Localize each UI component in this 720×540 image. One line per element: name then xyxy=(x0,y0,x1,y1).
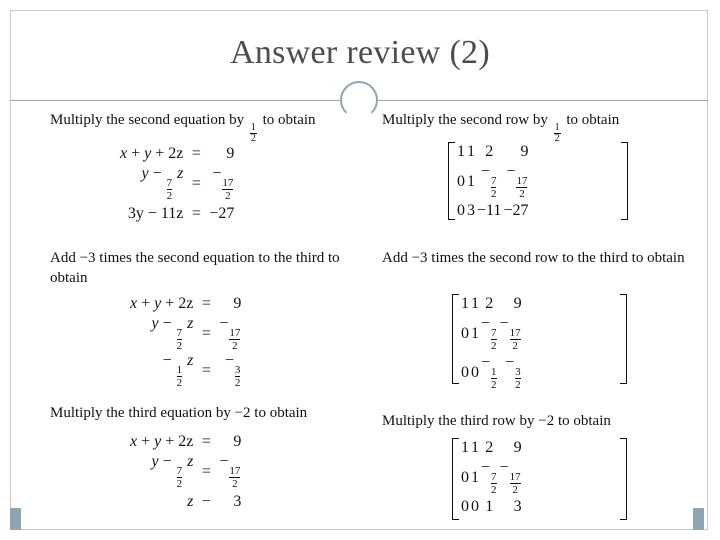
corner-square-right xyxy=(693,508,704,530)
matrix-cell: 1 xyxy=(467,143,475,160)
matrix-cell: − $\frac{1}{2}$ xyxy=(481,354,497,391)
matrix-cell: 3 xyxy=(513,498,522,515)
matrix-cell: 0 xyxy=(461,324,469,342)
title-rule-left xyxy=(10,100,340,101)
matrix-cell: 1 xyxy=(485,498,494,515)
corner-square-left xyxy=(10,508,21,530)
step1-equations xyxy=(118,142,236,225)
equation-eq: = xyxy=(201,294,211,312)
right-bracket xyxy=(620,294,627,384)
step3-equation-caption: Multiply the third equation by −2 to obtain xyxy=(50,405,308,421)
left-bracket xyxy=(452,438,459,520)
equation-eq: = xyxy=(201,462,211,480)
matrix-row xyxy=(456,142,530,162)
equation-rhs: − $\frac{17}{2}$ xyxy=(212,165,234,202)
equation-eq: = xyxy=(191,204,201,222)
matrix-cell: 0 xyxy=(471,363,479,381)
step2-matrix xyxy=(452,294,627,391)
equation-lhs: x + y + 2z xyxy=(130,432,194,450)
equation-lhs: y − $\frac{7}{2}$ z xyxy=(151,453,194,490)
matrix-cell: 1 xyxy=(471,468,479,486)
matrix-row xyxy=(460,353,524,392)
step3-row-caption: Multiply the third row by −2 to obtain xyxy=(382,413,611,429)
matrix-cell: 1 xyxy=(471,324,479,342)
equation-row xyxy=(118,165,236,202)
step1-row-caption xyxy=(382,110,619,144)
slide-title: Answer review (2) xyxy=(229,34,490,71)
matrix-row xyxy=(460,438,524,458)
matrix-cell: −27 xyxy=(503,202,529,219)
equation-row xyxy=(118,202,236,225)
equation-row xyxy=(128,352,243,389)
matrix-row xyxy=(460,294,524,314)
equation-row xyxy=(128,453,243,490)
caption-text: Multiply the second row by xyxy=(382,112,552,128)
equation-eq: = xyxy=(191,144,201,162)
matrix-cell: 0 xyxy=(461,468,469,486)
equation-rhs: −27 xyxy=(209,204,235,222)
equation-eq: = xyxy=(201,432,211,450)
matrix-cell: 9 xyxy=(520,143,529,160)
equation-lhs: 3y − 11z xyxy=(127,204,184,222)
matrix-cell: − $\frac{17}{2}$ xyxy=(499,315,521,352)
equation-lhs: x + y + 2z xyxy=(120,144,184,162)
matrix-cell: 1 xyxy=(471,439,479,456)
matrix-row xyxy=(456,162,530,201)
step3-matrix xyxy=(452,438,627,520)
equation-rhs: − $\frac{3}{2}$ xyxy=(224,352,241,389)
equation-rhs: − $\frac{17}{2}$ xyxy=(219,315,241,352)
fraction-one-half: $\frac{1}{2}$ xyxy=(250,122,256,144)
equation-row xyxy=(128,490,243,513)
matrix-cell: − $\frac{17}{2}$ xyxy=(499,459,521,496)
matrix-cell: 1 xyxy=(461,439,469,456)
equation-rhs: 9 xyxy=(226,144,235,162)
matrix-cell: 2 xyxy=(485,143,494,160)
equation-rhs: − $\frac{17}{2}$ xyxy=(219,453,241,490)
matrix-cell: − $\frac{17}{2}$ xyxy=(506,163,528,200)
matrix-cell: − $\frac{3}{2}$ xyxy=(505,354,521,391)
matrix-cell: − $\frac{7}{2}$ xyxy=(480,163,497,200)
equation-row xyxy=(128,292,243,315)
matrix-cell: 0 xyxy=(471,498,479,515)
equation-eq: = xyxy=(201,361,211,379)
matrix-cell: 9 xyxy=(513,295,522,312)
matrix-cell: 2 xyxy=(485,439,494,456)
matrix-row xyxy=(460,314,524,353)
step1-matrix xyxy=(448,142,628,220)
step2-row-caption: Add −3 times the second row to the third to obtain xyxy=(382,250,685,266)
caption-text: to obtain xyxy=(258,112,316,128)
matrix-cell: − $\frac{7}{2}$ xyxy=(481,315,497,352)
equation-eq: = xyxy=(201,324,211,342)
left-bracket xyxy=(448,142,455,220)
matrix-cell: 3 xyxy=(467,202,475,219)
step1-equation-caption xyxy=(50,110,316,144)
step2-equations xyxy=(128,292,243,389)
equation-rhs: 9 xyxy=(233,294,242,312)
equation-row xyxy=(128,315,243,352)
equation-row xyxy=(128,430,243,453)
step2-equation-caption: Add −3 times the second equation to the third to obtain xyxy=(50,250,340,286)
matrix-cell: 1 xyxy=(471,295,479,312)
matrix-cell: 0 xyxy=(461,498,469,515)
matrix-cell: −11 xyxy=(477,202,502,219)
matrix-cell: 0 xyxy=(457,202,465,219)
equation-lhs: − $\frac{1}{2}$ z xyxy=(162,352,194,389)
matrix-cell: 0 xyxy=(461,363,469,381)
equation-lhs: y − $\frac{7}{2}$ z xyxy=(141,165,184,202)
right-bracket xyxy=(621,142,628,220)
matrix-cell: − $\frac{7}{2}$ xyxy=(481,459,497,496)
title-rule-right xyxy=(378,100,708,101)
matrix-cell: 1 xyxy=(457,143,465,160)
equation-eq: = xyxy=(191,174,201,192)
left-bracket xyxy=(452,294,459,384)
matrix-cell: 9 xyxy=(513,439,522,456)
matrix-cell: 0 xyxy=(457,172,465,190)
caption-text: Multiply the second equation by xyxy=(50,112,248,128)
equation-rhs: 3 xyxy=(233,492,242,510)
right-bracket xyxy=(620,438,627,520)
matrix-row xyxy=(456,201,530,221)
equation-row xyxy=(118,142,236,165)
equation-lhs: x + y + 2z xyxy=(130,294,194,312)
step3-equations xyxy=(128,430,243,513)
fraction-one-half: $\frac{1}{2}$ xyxy=(554,122,560,144)
caption-text: to obtain xyxy=(562,112,620,128)
equation-rhs: 9 xyxy=(233,432,242,450)
matrix-cell: 1 xyxy=(467,172,475,190)
matrix-row xyxy=(460,497,524,517)
equation-lhs: z xyxy=(187,492,194,510)
equation-lhs: y − $\frac{7}{2}$ z xyxy=(151,315,194,352)
title-ornament xyxy=(340,81,378,119)
equation-eq: − xyxy=(201,492,211,510)
matrix-cell: 2 xyxy=(485,295,494,312)
matrix-cell: 1 xyxy=(461,295,469,312)
matrix-row xyxy=(460,458,524,497)
